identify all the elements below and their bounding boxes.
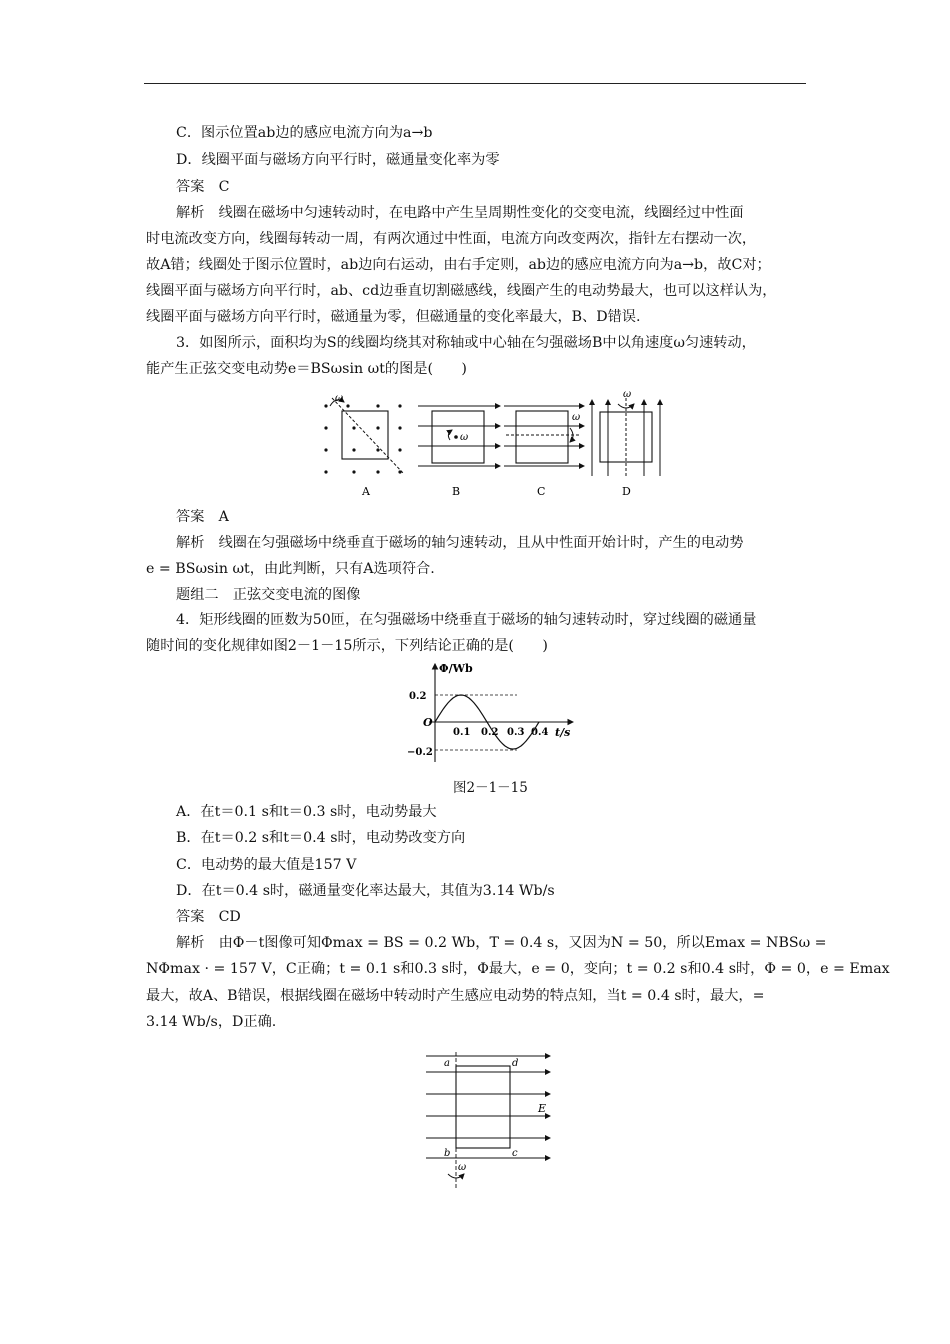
question-3-line2: 能产生正弦交变电动势e＝BSωsin ωt的图是( ): [146, 361, 467, 377]
answer-3: 答案 A: [176, 509, 229, 525]
option-c-omega: ω: [572, 412, 581, 423]
question-3-line1: 3．如图所示，面积均为S的线圈均绕其对称轴或中心轴在匀强磁场B中以角速度ω匀速转动，: [176, 335, 756, 351]
option-d-omega: ω: [623, 389, 632, 400]
x-tick-4: 0.4: [531, 727, 549, 738]
label-c: c: [512, 1148, 518, 1159]
analysis-4-line3: 最大，故A、B错误，根据线圈在磁场中转动时产生感应电动势的特点知，当t = 0.4 s时，最大，=: [146, 988, 765, 1004]
y-tick-min: −0.2: [407, 747, 433, 758]
answer-4: 答案 CD: [176, 909, 241, 925]
option-c: C．图示位置ab边的感应电流方向为a→b: [176, 125, 433, 141]
option-b-omega: ω: [460, 432, 469, 443]
option-4b: B．在t＝0.2 s和t＝0.4 s时，电动势改变方向: [176, 830, 466, 846]
question-4-line2: 随时间的变化规律如图2－1－15所示，下列结论正确的是( ): [146, 638, 548, 654]
analysis-2-line1: 解析 线圈在磁场中匀速转动时，在电路中产生呈周期性变化的交变电流，线圈经过中性面: [176, 205, 744, 221]
graph-caption: 图2－1－15: [453, 780, 528, 796]
analysis-2-line2: 时电流改变方向，线圈每转动一周，有两次通过中性面，电流方向改变两次，指针左右摆动一次，: [146, 231, 757, 247]
header-rule: [144, 83, 806, 84]
origin-label: O: [423, 716, 433, 729]
option-4c: C．电动势的最大值是157 V: [176, 857, 357, 873]
option-a-omega: ω: [335, 393, 344, 404]
y-tick-max: 0.2: [409, 691, 427, 702]
option-d: D．线圈平面与磁场方向平行时，磁通量变化率为零: [176, 152, 500, 168]
option-4a: A．在t＝0.1 s和t＝0.3 s时，电动势最大: [176, 804, 437, 820]
coil-options-figure: [318, 389, 668, 500]
option-d-diagram: [592, 389, 660, 498]
analysis-2-line4: 线圈平面与磁场方向平行时，ab、cd边垂直切割磁感线，线圈产生的电动势最大，也可以这样认为，: [146, 283, 777, 299]
label-a: a: [444, 1058, 450, 1069]
label-omega: ω: [458, 1162, 467, 1173]
option-a-diagram: [324, 393, 404, 498]
option-b-diagram: [418, 406, 500, 498]
x-tick-1: 0.1: [453, 727, 471, 738]
analysis-3-line1: 解析 线圈在匀强磁场中绕垂直于磁场的轴匀速转动，且从中性面开始计时，产生的电动势: [176, 535, 744, 551]
option-c-label: C: [537, 485, 546, 498]
question-4-line1: 4．矩形线圈的匝数为50匝，在匀强磁场中绕垂直于磁场的轴匀速转动时，穿过线圈的磁通量: [176, 612, 757, 628]
label-b: b: [444, 1148, 451, 1159]
option-a-label: A: [362, 485, 370, 498]
option-d-label: D: [622, 485, 631, 498]
section-title: 题组二 正弦交变电流的图像: [176, 587, 361, 603]
option-4d: D．在t＝0.4 s时，磁通量变化率达最大，其值为3.14 Wb/s: [176, 883, 555, 899]
coil-field-figure: [422, 1050, 557, 1190]
analysis-4-line2: NΦmax · = 157 V，C正确；t = 0.1 s和0.3 s时，Φ最大，e = 0，变向；t = 0.2 s和0.4 s时，Φ = 0，e = Emax: [146, 961, 890, 977]
label-e: E: [538, 1102, 547, 1115]
field-dots: [324, 404, 401, 473]
answer-2: 答案 C: [176, 179, 230, 195]
analysis-2-line3: 故A错；线圈处于图示位置时，ab边向右运动，由右手定则，ab边的感应电流方向为a→b，故C对；: [146, 257, 771, 273]
x-tick-3: 0.3: [507, 727, 525, 738]
analysis-3-line2: e = BSωsin ωt，由此判断，只有A选项符合.: [146, 561, 435, 577]
flux-time-graph: [405, 660, 585, 770]
y-axis-label: Φ/Wb: [439, 662, 473, 675]
label-d: d: [512, 1058, 519, 1069]
analysis-2-line5: 线圈平面与磁场方向平行时，磁通量为零，但磁通量的变化率最大，B、D错误.: [146, 309, 641, 325]
analysis-4-line1: 解析 由Φ－t图像可知Φmax = BS = 0.2 Wb，T = 0.4 s，又因为N = 50，所以Emax = NBSω =: [176, 935, 827, 951]
option-c-diagram: [504, 406, 584, 498]
analysis-4-line4: 3.14 Wb/s，D正确.: [146, 1014, 277, 1030]
option-b-label: B: [452, 485, 461, 498]
x-tick-2: 0.2: [481, 727, 499, 738]
x-axis-label: t/s: [555, 726, 571, 739]
